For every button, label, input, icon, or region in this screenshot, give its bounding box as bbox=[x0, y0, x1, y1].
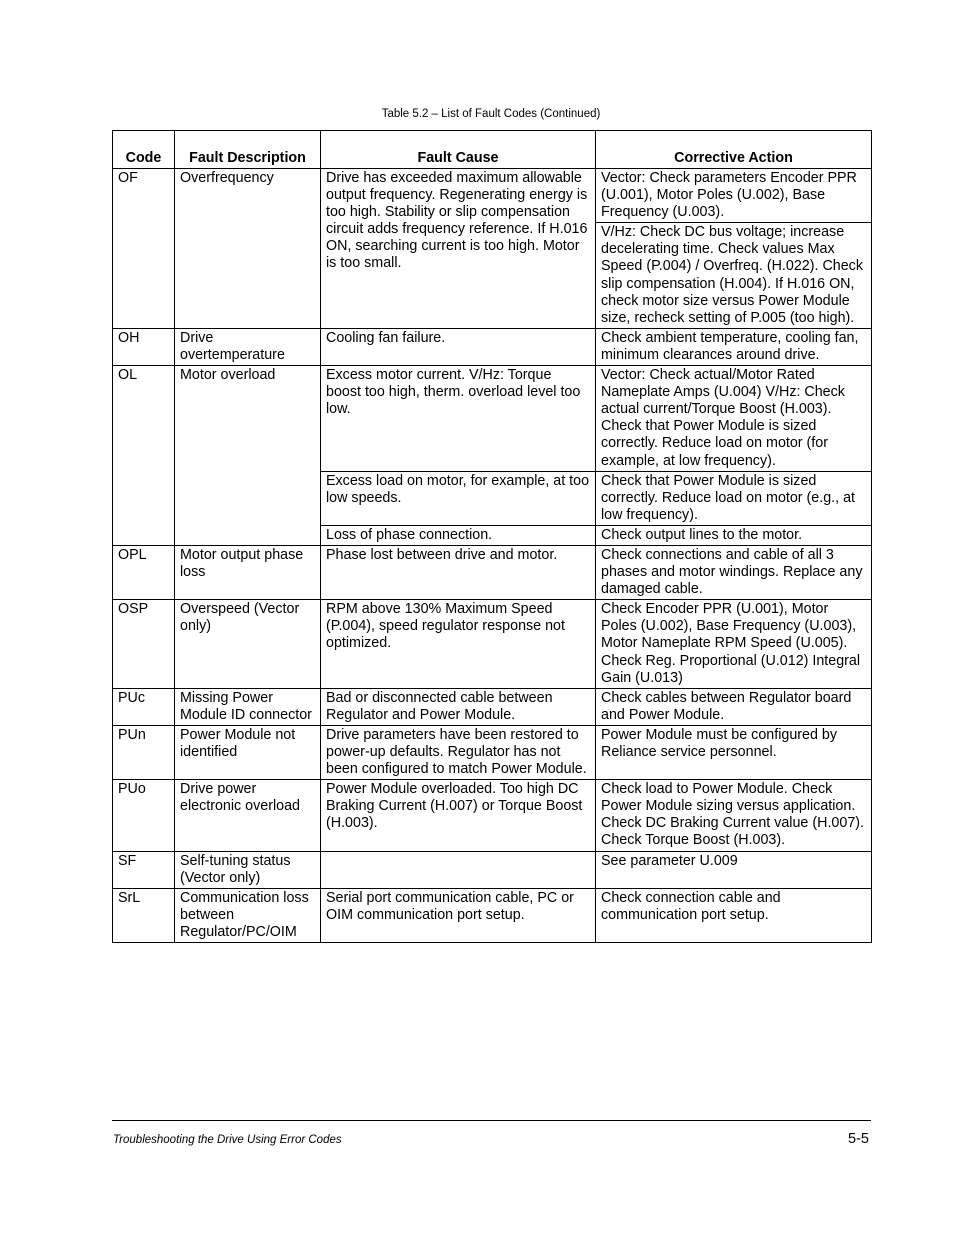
cell-description: Overfrequency bbox=[175, 169, 321, 329]
cell-cause: Phase lost between drive and motor. bbox=[321, 545, 596, 599]
cell-code: OF bbox=[113, 169, 175, 329]
cell-description: Motor output phase loss bbox=[175, 545, 321, 599]
cell-code: PUn bbox=[113, 725, 175, 779]
cell-description: Overspeed (Vector only) bbox=[175, 600, 321, 688]
cell-action: Check that Power Module is sized correctly. Reduce load on motor (e.g., at low frequency). bbox=[596, 471, 872, 525]
cell-description: Drive overtemperature bbox=[175, 328, 321, 365]
cell-description: Communication loss between Regulator/PC/OIM bbox=[175, 888, 321, 942]
cell-cause bbox=[321, 851, 596, 888]
cell-code: OSP bbox=[113, 600, 175, 688]
table-row bbox=[113, 366, 872, 472]
cell-action: See parameter U.009 bbox=[596, 851, 872, 888]
cell-cause: Drive parameters have been restored to power-up defaults. Regulator has not been configured to match Power Module. bbox=[321, 725, 596, 779]
cell-description: Self-tuning status (Vector only) bbox=[175, 851, 321, 888]
header-corrective-action: Corrective Action bbox=[596, 131, 872, 169]
cell-cause: Drive has exceeded maximum allowable output frequency. Regenerating energy is too high. Stability or slip compensation circuit adds frequency reference. If H.016 ON, searching current is too high. Motor is too small. bbox=[321, 169, 596, 329]
cell-code: SF bbox=[113, 851, 175, 888]
table-row bbox=[113, 688, 872, 725]
cell-action: Check ambient temperature, cooling fan, minimum clearances around drive. bbox=[596, 328, 872, 365]
cell-action: Check cables between Regulator board and Power Module. bbox=[596, 688, 872, 725]
cell-cause: Serial port communication cable, PC or OIM communication port setup. bbox=[321, 888, 596, 942]
cell-action: Check load to Power Module. Check Power Module sizing versus application. Check DC Braking Current value (H.007). Check Torque Boost (H.003). bbox=[596, 780, 872, 851]
cell-action: V/Hz: Check DC bus voltage; increase decelerating time. Check values Max Speed (P.004) / Overfreq. (H.022). Check slip compensation (H.004). If H.016 ON, check motor size versus Power Module size, recheck setting of P.005 (too high). bbox=[596, 223, 872, 329]
cell-cause: Excess load on motor, for example, at too low speeds. bbox=[321, 471, 596, 525]
cell-description: Motor overload bbox=[175, 366, 321, 546]
table-row bbox=[113, 328, 872, 365]
cell-code: OL bbox=[113, 366, 175, 546]
cell-action: Check connection cable and communication port setup. bbox=[596, 888, 872, 942]
table-row bbox=[113, 725, 872, 779]
cell-code: OPL bbox=[113, 545, 175, 599]
cell-code: PUc bbox=[113, 688, 175, 725]
table-row bbox=[113, 545, 872, 599]
cell-code: OH bbox=[113, 328, 175, 365]
header-fault-cause: Fault Cause bbox=[321, 131, 596, 169]
table-row bbox=[113, 600, 872, 688]
cell-description: Power Module not identified bbox=[175, 725, 321, 779]
table-row bbox=[113, 780, 872, 851]
cell-action: Vector: Check parameters Encoder PPR (U.001), Motor Poles (U.002), Base Frequency (U.003). bbox=[596, 169, 872, 223]
footer-divider bbox=[112, 1120, 871, 1121]
header-fault-description: Fault Description bbox=[175, 131, 321, 169]
table-row bbox=[113, 169, 872, 223]
cell-cause: Power Module overloaded. Too high DC Braking Current (H.007) or Torque Boost (H.003). bbox=[321, 780, 596, 851]
cell-action: Vector: Check actual/Motor Rated Nameplate Amps (U.004) V/Hz: Check actual current/Torque Boost (H.003). Check that Power Module is sized correctly. Reduce load on motor (for example, at low frequency). bbox=[596, 366, 872, 472]
table-row bbox=[113, 851, 872, 888]
table-caption: Table 5.2 – List of Fault Codes (Continued) bbox=[381, 108, 601, 120]
header-code: Code bbox=[113, 131, 175, 169]
cell-description: Missing Power Module ID connector bbox=[175, 688, 321, 725]
cell-cause: Bad or disconnected cable between Regulator and Power Module. bbox=[321, 688, 596, 725]
footer-section-title: Troubleshooting the Drive Using Error Codes bbox=[113, 1134, 342, 1146]
table-header-row bbox=[113, 131, 872, 169]
cell-cause: Loss of phase connection. bbox=[321, 525, 596, 545]
cell-cause: RPM above 130% Maximum Speed (P.004), speed regulator response not optimized. bbox=[321, 600, 596, 688]
cell-action: Power Module must be configured by Reliance service personnel. bbox=[596, 725, 872, 779]
table-row bbox=[113, 888, 872, 942]
cell-code: PUo bbox=[113, 780, 175, 851]
cell-code: SrL bbox=[113, 888, 175, 942]
page-number: 5-5 bbox=[848, 1131, 869, 1147]
cell-action: Check output lines to the motor. bbox=[596, 525, 872, 545]
cell-action: Check connections and cable of all 3 phases and motor windings. Replace any damaged cable. bbox=[596, 545, 872, 599]
cell-action: Check Encoder PPR (U.001), Motor Poles (U.002), Base Frequency (U.003), Motor Nameplate RPM Speed (U.005). Check Reg. Proportional (U.012) Integral Gain (U.013) bbox=[596, 600, 872, 688]
cell-cause: Cooling fan failure. bbox=[321, 328, 596, 365]
fault-codes-table bbox=[112, 130, 872, 943]
cell-description: Drive power electronic overload bbox=[175, 780, 321, 851]
cell-cause: Excess motor current. V/Hz: Torque boost too high, therm. overload level too low. bbox=[321, 366, 596, 472]
